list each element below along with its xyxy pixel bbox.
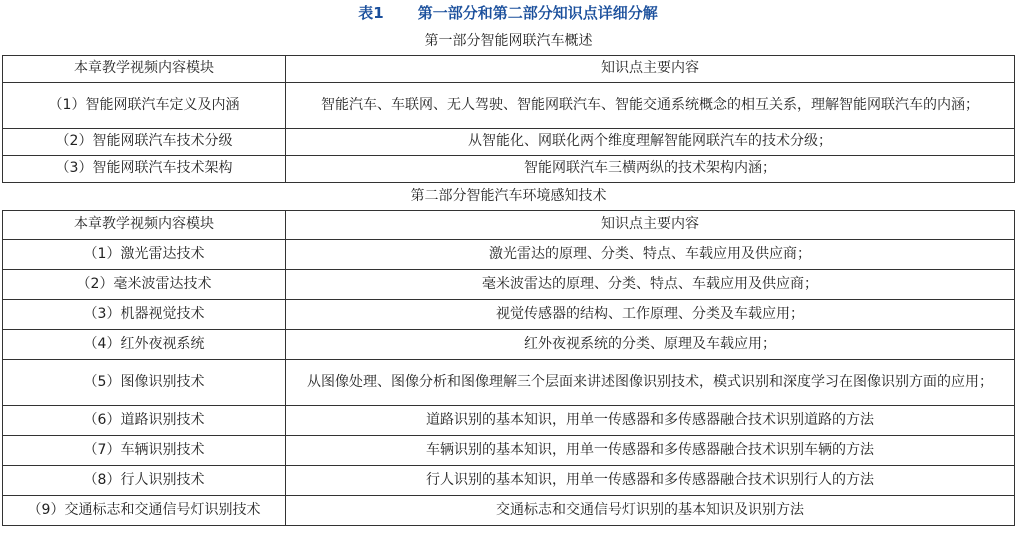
module-cell: （8）行人识别技术 — [3, 465, 286, 495]
module-cell: （3）机器视觉技术 — [3, 299, 286, 329]
table-row — [3, 465, 1015, 495]
content-cell: 激光雷达的原理、分类、特点、车载应用及供应商； — [286, 239, 1015, 269]
module-cell: （2）毫米波雷达技术 — [3, 269, 286, 299]
module-cell: （6）道路识别技术 — [3, 405, 286, 435]
content-cell: 视觉传感器的结构、工作原理、分类及车载应用； — [286, 299, 1015, 329]
module-cell: （9）交通标志和交通信号灯识别技术 — [3, 495, 286, 525]
table-row — [3, 128, 1015, 155]
content-cell: 从智能化、网联化两个维度理解智能网联汽车的技术分级； — [286, 128, 1015, 155]
content-cell: 车辆识别的基本知识，用单一传感器和多传感器融合技术识别车辆的方法 — [286, 435, 1015, 465]
section-header-row — [3, 28, 1015, 55]
content-cell: 智能网联汽车三横两纵的技术架构内涵； — [286, 155, 1015, 182]
column-header-row — [3, 55, 1015, 82]
table-row — [3, 155, 1015, 182]
content-cell: 道路识别的基本知识，用单一传感器和多传感器融合技术识别道路的方法 — [286, 405, 1015, 435]
module-cell: （7）车辆识别技术 — [3, 435, 286, 465]
section-header-row — [3, 182, 1015, 210]
table-row — [3, 269, 1015, 299]
module-column-header: 本章教学视频内容模块 — [3, 210, 286, 239]
module-cell: （1）智能网联汽车定义及内涵 — [3, 82, 286, 128]
module-cell: （4）红外夜视系统 — [3, 329, 286, 359]
content-cell: 红外夜视系统的分类、原理及车载应用； — [286, 329, 1015, 359]
table-row — [3, 82, 1015, 128]
content-column-header: 知识点主要内容 — [286, 210, 1015, 239]
section-title: 第二部分智能汽车环境感知技术 — [3, 182, 1015, 210]
content-cell: 行人识别的基本知识，用单一传感器和多传感器融合技术识别行人的方法 — [286, 465, 1015, 495]
module-cell: （1）激光雷达技术 — [3, 239, 286, 269]
content-cell: 交通标志和交通信号灯识别的基本知识及识别方法 — [286, 495, 1015, 525]
table-number: 表1 — [358, 4, 384, 22]
table-row — [3, 359, 1015, 405]
table-row — [3, 495, 1015, 525]
table-row — [3, 405, 1015, 435]
knowledge-table — [2, 28, 1015, 526]
module-column-header: 本章教学视频内容模块 — [3, 55, 286, 82]
column-header-row — [3, 210, 1015, 239]
table-row — [3, 435, 1015, 465]
content-cell: 从图像处理、图像分析和图像理解三个层面来讲述图像识别技术，模式识别和深度学习在图像识别方面的应用； — [286, 359, 1015, 405]
content-cell: 智能汽车、车联网、无人驾驶、智能网联汽车、智能交通系统概念的相互关系，理解智能网联汽车的内涵； — [286, 82, 1015, 128]
module-cell: （2）智能网联汽车技术分级 — [3, 128, 286, 155]
table-row — [3, 239, 1015, 269]
table-row — [3, 299, 1015, 329]
table-title: 第一部分和第二部分知识点详细分解 — [417, 4, 658, 22]
content-cell: 毫米波雷达的原理、分类、特点、车载应用及供应商； — [286, 269, 1015, 299]
table-row — [3, 329, 1015, 359]
section-title: 第一部分智能网联汽车概述 — [3, 28, 1015, 55]
content-column-header: 知识点主要内容 — [286, 55, 1015, 82]
module-cell: （3）智能网联汽车技术架构 — [3, 155, 286, 182]
table-caption — [0, 0, 1016, 28]
module-cell: （5）图像识别技术 — [3, 359, 286, 405]
